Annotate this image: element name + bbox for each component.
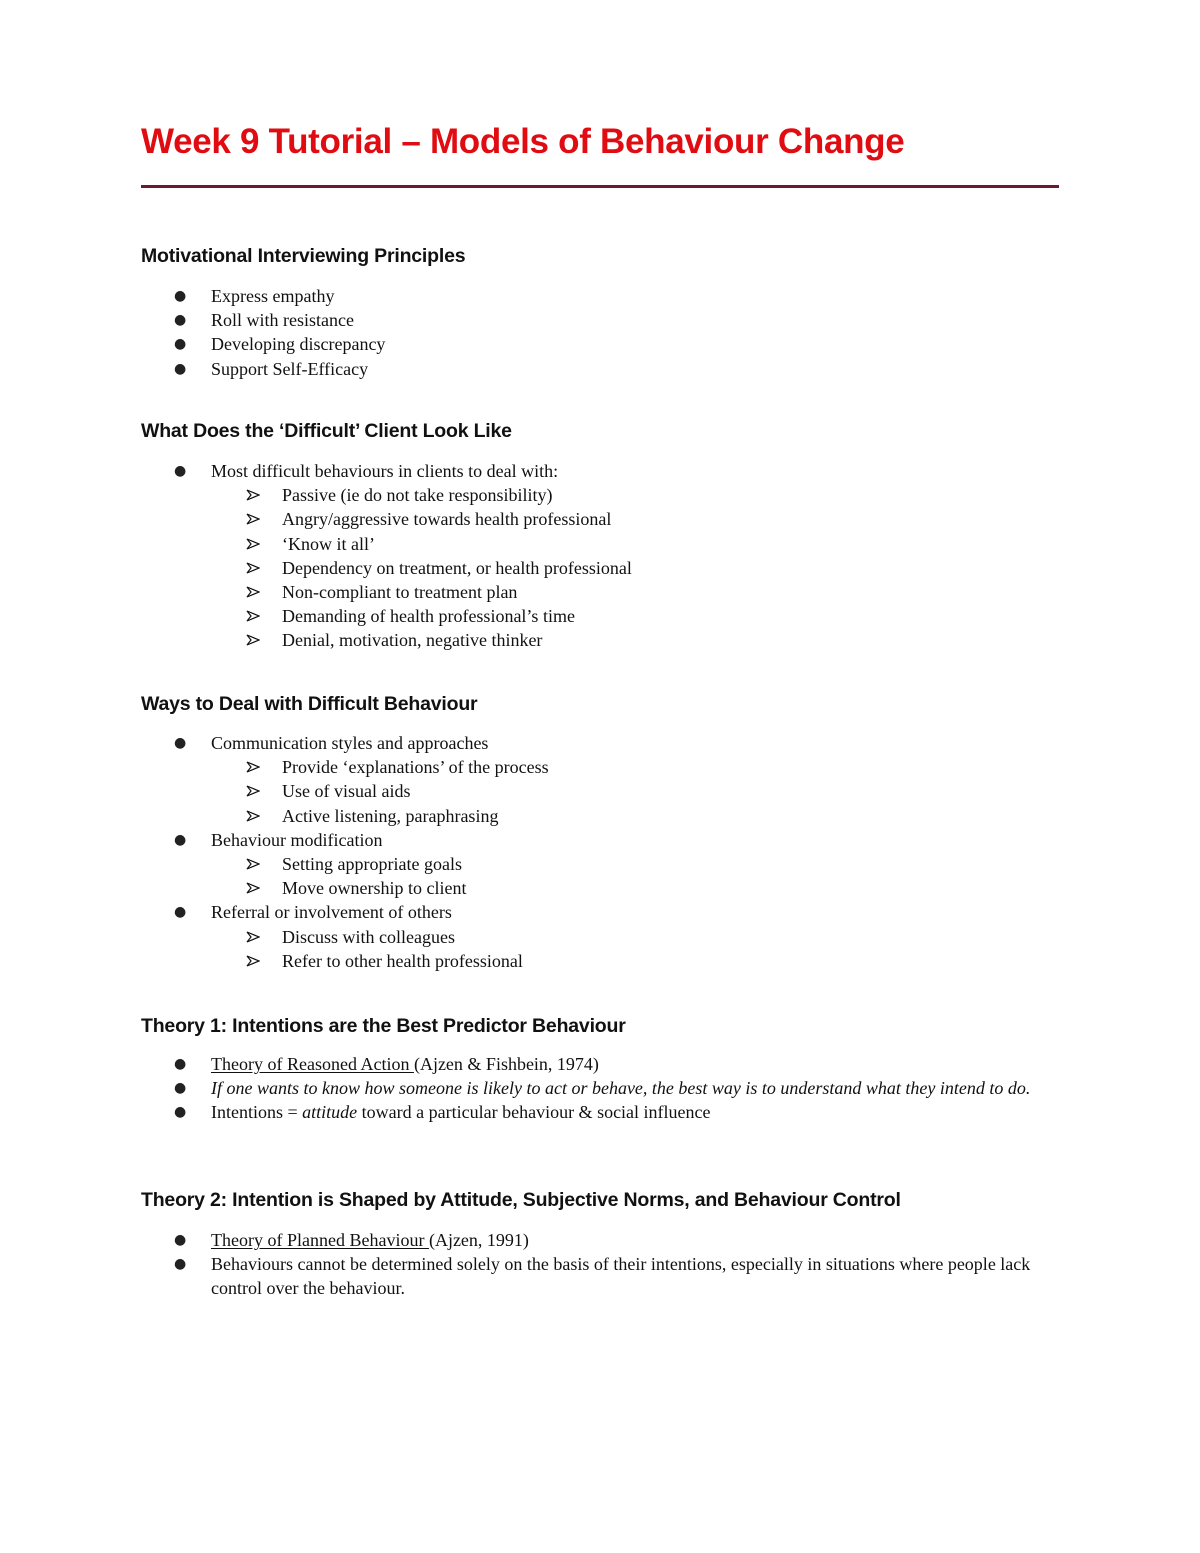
list-item: ● Intentions = attitude toward a particular behaviour & social influence [0, 1100, 1061, 1124]
sub-list-item: Refer to other health professional [0, 949, 549, 973]
arrowhead-icon [246, 562, 260, 574]
arrowhead-icon [246, 931, 260, 943]
section-heading-difficult-client: What Does the ‘Difficult’ Client Look Like [141, 420, 512, 442]
sub-list-item: Denial, motivation, negative thinker [0, 628, 632, 652]
bullet-icon: ● [174, 1104, 187, 1121]
theory-citation: (Ajzen & Fishbein, 1974) [413, 1054, 599, 1074]
list-item [0, 1252, 1061, 1300]
theory-name: Theory of Reasoned Action [211, 1054, 414, 1074]
arrowhead-icon [246, 955, 260, 967]
list-item [0, 1228, 1061, 1252]
sub-list-item: Active listening, paraphrasing [0, 804, 549, 828]
list-motivational-principles [0, 284, 385, 381]
list-item: ● Behaviour modification [0, 828, 549, 852]
bullet-icon: ● [174, 1256, 187, 1273]
arrowhead-icon [246, 489, 260, 501]
list-item: ● Most difficult behaviours in clients to deal with: [0, 459, 632, 483]
list-item [0, 1052, 1061, 1076]
sub-list-item: Passive (ie do not take responsibility) [0, 483, 632, 507]
list-ways-to-deal [0, 731, 549, 973]
arrowhead-icon [246, 513, 260, 525]
list-item: ● Support Self-Efficacy [0, 357, 385, 381]
bullet-icon: ● [174, 360, 187, 377]
section-heading-theory-2: Theory 2: Intention is Shaped by Attitude, Subjective Norms, and Behaviour Control [141, 1189, 901, 1211]
sub-list-item: Move ownership to client [0, 876, 549, 900]
arrowhead-icon [246, 761, 260, 773]
title-underline-rule [141, 185, 1059, 188]
list-item: ● Developing discrepancy [0, 332, 385, 356]
arrowhead-icon [246, 634, 260, 646]
theory-quote: If one wants to know how someone is likely to act or behave, the best way is to understand what they intend to do. [211, 1078, 1031, 1099]
section-heading-theory-1: Theory 1: Intentions are the Best Predictor Behaviour [141, 1015, 626, 1037]
list-item: ● Roll with resistance [0, 308, 385, 332]
list-item: ● Communication styles and approaches [0, 731, 549, 755]
sub-list-item: ‘Know it all’ [0, 532, 632, 556]
bullet-icon: ● [174, 1056, 187, 1072]
sub-list-item: Demanding of health professional’s time [0, 604, 632, 628]
sub-list-item: Provide ‘explanations’ of the process [0, 755, 549, 779]
sub-list-item: Setting appropriate goals [0, 852, 549, 876]
list-item: ● Express empathy [0, 284, 385, 308]
arrowhead-icon [246, 538, 260, 550]
bullet-icon: ● [174, 336, 187, 353]
document-title: Week 9 Tutorial – Models of Behaviour Change [141, 122, 905, 161]
bullet-icon: ● [174, 463, 187, 479]
arrowhead-icon [246, 858, 260, 870]
bullet-icon: ● [174, 831, 187, 848]
sub-list-item: Use of visual aids [0, 779, 549, 803]
sub-list-item: Discuss with colleagues [0, 925, 549, 949]
arrowhead-icon [246, 610, 260, 622]
theory-name: Theory of Planned Behaviour [211, 1230, 429, 1250]
list-item [0, 1076, 1061, 1100]
list-item: ● Referral or involvement of others [0, 900, 549, 924]
theory-citation: (Ajzen, 1991) [428, 1230, 529, 1250]
bullet-icon: ● [174, 1080, 187, 1097]
list-difficult-behaviours [0, 459, 632, 653]
sub-list-item: Non-compliant to treatment plan [0, 580, 632, 604]
list-theory-2 [0, 1228, 1061, 1301]
arrowhead-icon [246, 785, 260, 797]
list-theory-1 [0, 1052, 1061, 1125]
section-heading-ways-to-deal: Ways to Deal with Difficult Behaviour [141, 693, 478, 715]
bullet-icon: ● [174, 1232, 187, 1248]
arrowhead-icon [246, 882, 260, 894]
arrowhead-icon [246, 586, 260, 598]
theory-statement: Behaviours cannot be determined solely on the basis of their intentions, especially in situations where people lack control over the behaviour. [211, 1254, 1031, 1299]
section-heading-motivational-interviewing: Motivational Interviewing Principles [141, 245, 466, 267]
bullet-icon: ● [174, 288, 187, 304]
bullet-icon: ● [174, 904, 187, 921]
arrowhead-icon [246, 810, 260, 822]
sub-list-item: Angry/aggressive towards health professional [0, 507, 632, 531]
bullet-icon: ● [174, 312, 187, 329]
bullet-icon: ● [174, 735, 187, 751]
sub-list-item: Dependency on treatment, or health professional [0, 556, 632, 580]
